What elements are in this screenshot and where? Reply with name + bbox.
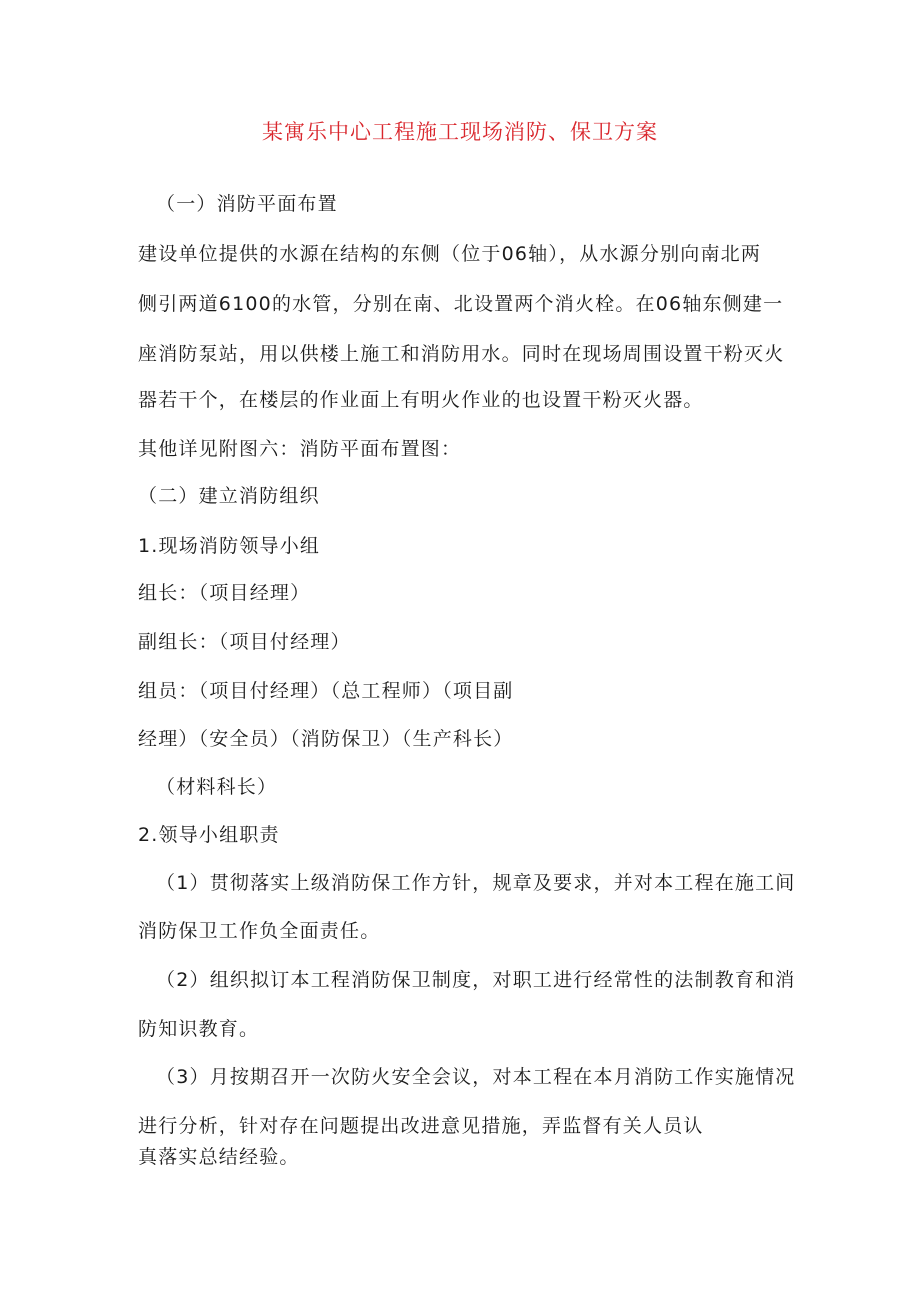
paragraph-line: 组员：（项目付经理）（总工程师）（项目副: [138, 680, 514, 702]
paragraph-line: 副组长：（项目付经理）: [138, 631, 351, 653]
paragraph-line: 经理）（安全员）（消防保卫）（生产科长）: [138, 728, 514, 750]
paragraph-line: 防知识教育。: [138, 1018, 260, 1040]
paragraph-line: 消防保卫工作负全面责任。: [138, 920, 381, 942]
list-item-1: （1）贯彻落实上级消防保工作方针，规章及要求，并对本工程在施工间: [156, 872, 796, 894]
paragraph-line: 组长：（项目经理）: [138, 582, 311, 604]
list-item-3: （3）月按期召开一次防火安全会议，对本工程在本月消防工作实施情况: [156, 1066, 796, 1088]
section-heading-fire-layout: （一）消防平面布置: [156, 193, 338, 215]
subheading-group-duties: 2.领导小组职责: [138, 824, 280, 846]
paragraph-line: 侧引两道6100的水管，分别在南、北设置两个消火栓。在06轴东侧建一: [138, 293, 784, 315]
section-heading-fire-organization: （二）建立消防组织: [138, 485, 320, 507]
subheading-leadership-group: 1.现场消防领导小组: [138, 535, 321, 557]
document-title: 某寓乐中心工程施工现场消防、保卫方案: [262, 120, 658, 144]
paragraph-line: 真落实总结经验。: [138, 1146, 300, 1168]
list-item-2: （2）组织拟订本工程消防保卫制度，对职工进行经常性的法制教育和消: [156, 969, 796, 991]
paragraph-line: 建设单位提供的水源在结构的东侧（位于06轴），从水源分别向南北两: [138, 243, 762, 265]
paragraph-line: （材料科长）: [156, 776, 278, 798]
paragraph-line: 座消防泵站，用以供楼上施工和消防用水。同时在现场周围设置干粉灭火: [138, 343, 785, 365]
paragraph-line: 其他详见附图六：消防平面布置图：: [138, 438, 462, 460]
paragraph-line: 器若干个，在楼层的作业面上有明火作业的也设置干粉灭火器。: [138, 389, 704, 411]
paragraph-line: 进行分析，针对存在问题提出改进意见措施，弄监督有关人员认: [138, 1115, 704, 1137]
